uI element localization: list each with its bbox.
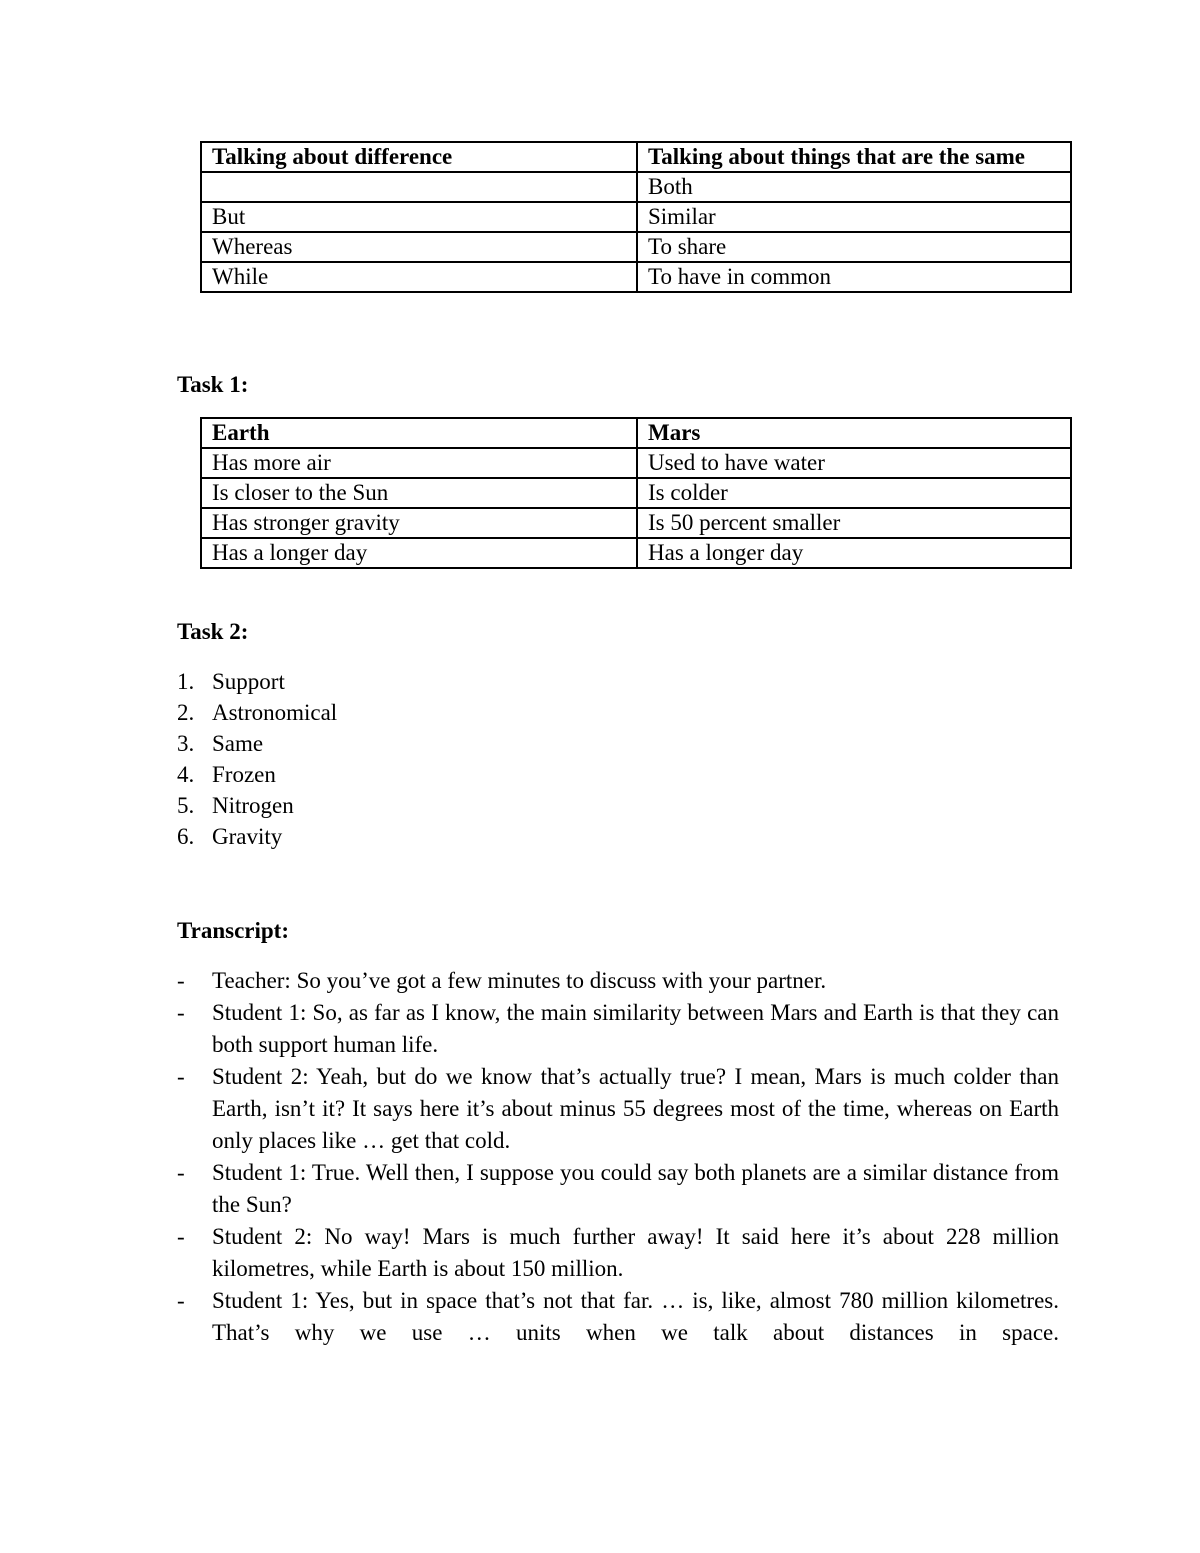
header-same: Talking about things that are the same [637, 142, 1071, 172]
table-row [201, 262, 1071, 292]
table-header-row [201, 418, 1071, 448]
task2-heading: Task 2: [177, 619, 249, 644]
table-cell: Is closer to the Sun [201, 478, 637, 508]
list-item [177, 821, 337, 852]
item-number: 4. [177, 762, 195, 787]
item-text: Astronomical [212, 700, 338, 725]
list-item [177, 790, 337, 821]
table-cell: Similar [637, 202, 1071, 232]
earth-mars-table [200, 417, 1072, 569]
table-row [201, 478, 1071, 508]
list-item [177, 697, 337, 728]
task1-heading: Task 1: [177, 372, 249, 397]
bullet-dash: - [177, 1224, 185, 1249]
transcript-heading: Transcript: [177, 918, 290, 943]
table-cell: To share [637, 232, 1071, 262]
transcript-text: Student 1: True. Well then, I suppose you could say both planets are a similar distance from the Sun? [212, 1160, 1059, 1217]
item-text: Gravity [212, 824, 283, 849]
item-text: Nitrogen [212, 793, 294, 818]
table-cell: While [201, 262, 637, 292]
transcript-text: Student 2: No way! Mars is much further away! It said here it’s about 228 million kilometres, while Earth is about 150 million. [212, 1224, 1059, 1281]
table-cell: Whereas [201, 232, 637, 262]
table-cell: To have in common [637, 262, 1071, 292]
table-row [201, 232, 1071, 262]
bullet-dash: - [177, 1288, 185, 1313]
item-text: Support [212, 669, 285, 694]
transcript-list [177, 965, 1059, 1349]
table-cell: But [201, 202, 637, 232]
table-cell: Used to have water [637, 448, 1071, 478]
item-number: 5. [177, 793, 195, 818]
item-number: 3. [177, 731, 195, 756]
table-row [201, 538, 1071, 568]
header-mars: Mars [637, 418, 1071, 448]
table-cell: Has more air [201, 448, 637, 478]
transcript-text: Student 1: So, as far as I know, the main similarity between Mars and Earth is that they can both support human life. [212, 1000, 1059, 1057]
table-row [201, 172, 1071, 202]
table-cell: Is colder [637, 478, 1071, 508]
table-cell: Has stronger gravity [201, 508, 637, 538]
table-row [201, 508, 1071, 538]
transcript-line [177, 1061, 1059, 1157]
table-cell: Has a longer day [201, 538, 637, 568]
header-earth: Earth [201, 418, 637, 448]
comparison-table [200, 141, 1072, 293]
transcript-line [177, 1285, 1059, 1349]
list-item [177, 759, 337, 790]
transcript-line [177, 965, 1059, 997]
table-row [201, 448, 1071, 478]
table-row [201, 202, 1071, 232]
table-header-row [201, 142, 1071, 172]
transcript-line [177, 997, 1059, 1061]
item-number: 2. [177, 700, 195, 725]
list-item [177, 666, 337, 697]
list-item [177, 728, 337, 759]
item-number: 6. [177, 824, 195, 849]
table-cell: Both [637, 172, 1071, 202]
bullet-dash: - [177, 1000, 185, 1025]
table-cell: Is 50 percent smaller [637, 508, 1071, 538]
bullet-dash: - [177, 1064, 185, 1089]
transcript-line [177, 1157, 1059, 1221]
header-difference: Talking about difference [201, 142, 637, 172]
bullet-dash: - [177, 968, 185, 993]
table-cell [201, 172, 637, 202]
item-text: Frozen [212, 762, 276, 787]
transcript-text: Teacher: So you’ve got a few minutes to discuss with your partner. [212, 968, 827, 993]
transcript-line [177, 1221, 1059, 1285]
item-number: 1. [177, 669, 195, 694]
transcript-text: Student 2: Yeah, but do we know that’s actually true? I mean, Mars is much colder than Earth, isn’t it? It says here it’s about minus 55 degrees most of the time, whereas on Earth only places like … get that cold. [212, 1064, 1059, 1153]
transcript-text: Student 1: Yes, but in space that’s not that far. … is, like, almost 780 million kilometres. That’s why we use … units when we talk about distances in space. [212, 1288, 1059, 1345]
answer-list [177, 666, 337, 852]
item-text: Same [212, 731, 264, 756]
bullet-dash: - [177, 1160, 185, 1185]
table-cell: Has a longer day [637, 538, 1071, 568]
